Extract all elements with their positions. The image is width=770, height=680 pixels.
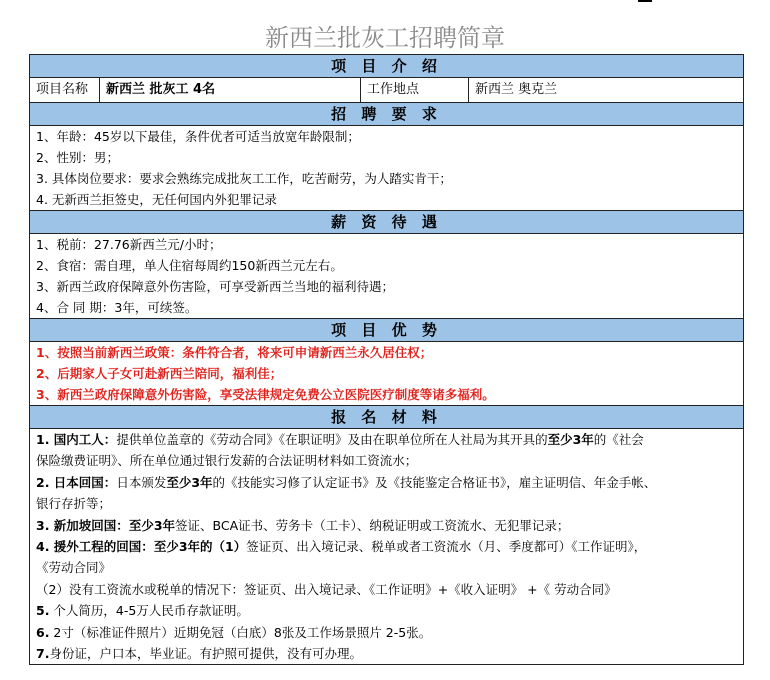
section-header-project-intro: 项 目 介 绍 — [30, 55, 743, 78]
salary-item: 2、食宿：需自理，单人住宿每周约150新西兰元左右。 — [36, 258, 343, 273]
salary-list — [30, 234, 743, 319]
requirement-item: 1、年龄：45岁以下最佳，条件优者可适当放宽年龄限制； — [36, 129, 360, 144]
advantage-item: 3、新西兰政府保障意外伤害险，享受法律规定免费公立医院医疗制度等诸多福利。 — [36, 387, 495, 402]
project-name-label: 项目名称 — [30, 78, 100, 102]
material-item-overseas-alt: （2）没有工资流水或税单的情况下：签证页、出入境记录、《工作证明》+《收入证明》 +《 劳动合同》 — [36, 581, 617, 597]
material-item-photos: 6. 2寸（标准证件照片）近期免冠（白底）8张及工作场景照片 2-5张。 — [36, 624, 432, 640]
requirement-item: 3. 具体岗位要求：要求会熟练完成批灰工工作，吃苦耐劳，为人踏实肯干； — [36, 171, 452, 186]
work-location-label: 工作地点 — [361, 78, 469, 102]
material-item-overseas-cont: 《劳动合同》 — [36, 560, 112, 576]
recruitment-table — [29, 54, 744, 665]
material-heading: 1. 国内工人： — [36, 432, 117, 447]
section-header-requirements: 招 聘 要 求 — [30, 103, 743, 126]
material-item-japan: 2. 日本回国：日本颁发至少3年的《技能实习修了认定证书》及《技能鉴定合格证书》，雇主证明信、年金手帐、 — [36, 474, 657, 490]
salary-item: 3、新西兰政府保障意外伤害险，可享受新西兰当地的福利待遇； — [36, 279, 394, 294]
material-item-domestic: 1. 国内工人：提供单位盖章的《劳动合同》《在职证明》及由在职单位所在人社局为其开具的至少3年的《社会 — [36, 432, 644, 447]
requirement-item: 4. 无新西兰拒签史，无任何国内外犯罪记录 — [36, 192, 277, 207]
material-heading: 2. 日本回国： — [36, 474, 117, 490]
material-item-japan-cont: 银行存折等； — [36, 496, 112, 512]
material-item-resume: 5. 个人简历，4-5万人民币存款证明。 — [36, 603, 249, 619]
work-location-value: 新西兰 奥克兰 — [475, 82, 558, 97]
materials-list — [30, 429, 743, 664]
material-item-domestic-cont: 保险缴费证明》、所在单位通过银行发薪的合法证明材料如工资流水； — [36, 453, 418, 469]
material-heading: 4. 援外工程的回国： — [36, 539, 154, 555]
material-item-id-docs: 7.身份证，户口本，毕业证。有护照可提供，没有可办理。 — [36, 646, 362, 662]
material-item-singapore: 3. 新加坡回国：至少3年签证、BCA证书、劳务卡（工卡）、纳税证明或工资流水、无犯罪记录； — [36, 517, 570, 533]
material-item-overseas: 4. 援外工程的回国：至少3年的（1）签证页、出入境记录、税单或者工资流水（月、季度都可）《工作证明》， — [36, 539, 647, 555]
top-edge-mark — [638, 0, 652, 2]
advantages-list — [30, 342, 743, 406]
advantage-item: 1、按照当前新西兰政策：条件符合者，将来可申请新西兰永久居住权； — [36, 345, 433, 360]
advantage-item: 2、后期家人子女可赴新西兰陪同，福利佳； — [36, 366, 283, 381]
project-info-row — [30, 78, 743, 103]
requirements-list — [30, 126, 743, 211]
page-title: 新西兰批灰工招聘简章 — [265, 24, 505, 52]
section-header-advantages: 项 目 优 势 — [30, 319, 743, 342]
salary-item: 1、税前：27.76新西兰元/小时； — [36, 237, 222, 252]
salary-item: 4、合 同 期：3年，可续签。 — [36, 300, 198, 315]
requirement-item: 2、性别：男； — [36, 150, 119, 165]
project-name-value: 新西兰 批灰工 4名 — [100, 78, 361, 102]
material-heading: 3. 新加坡回国： — [36, 517, 129, 533]
section-header-materials: 报 名 材 料 — [30, 406, 743, 429]
section-header-salary: 薪 资 待 遇 — [30, 211, 743, 234]
